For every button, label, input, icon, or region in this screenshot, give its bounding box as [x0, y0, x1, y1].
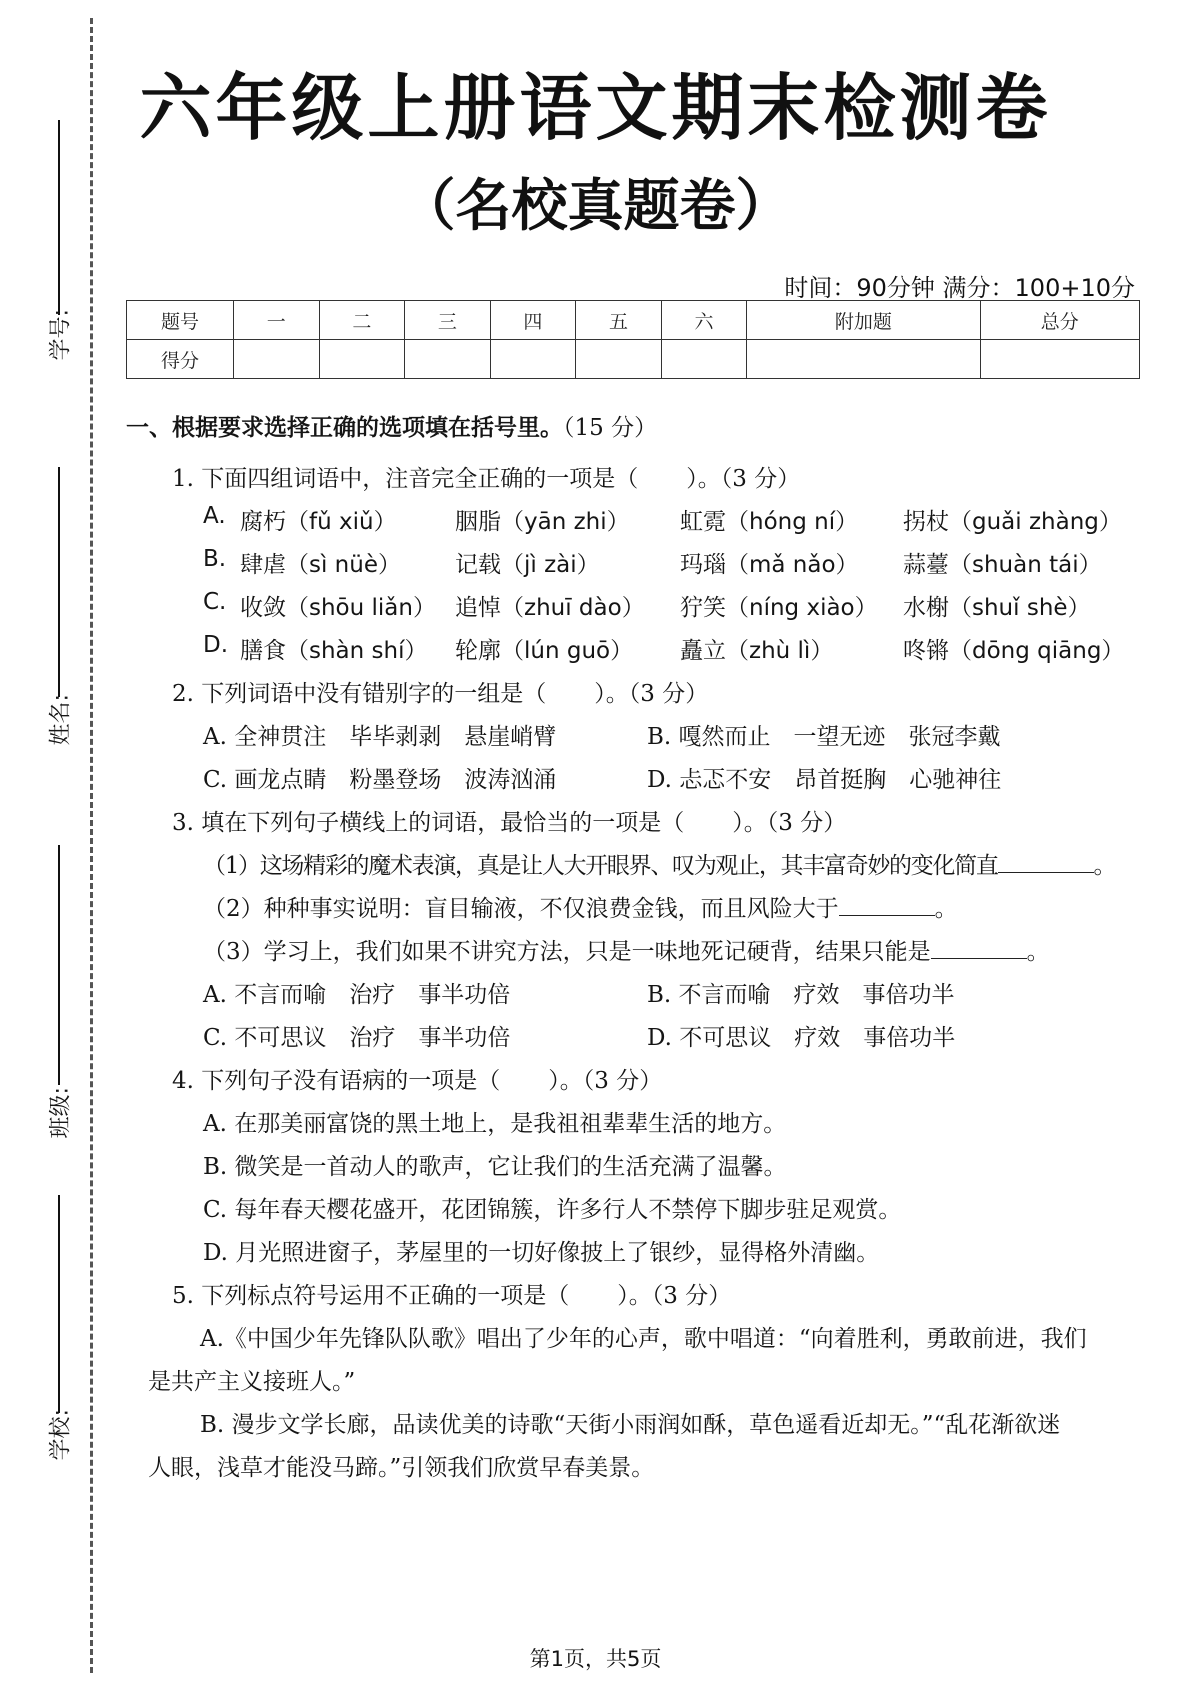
exam-title: 六年级上册语文期末检测卷	[139, 66, 1052, 150]
question-points: ）。（3 分）	[548, 1068, 663, 1094]
score-cell[interactable]	[490, 340, 576, 379]
class-blank[interactable]	[58, 845, 60, 1085]
score-cell[interactable]	[319, 340, 405, 379]
question-points: ）。（3 分）	[686, 466, 801, 492]
sentence-text: （3）学习上，我们如果不讲究方法，只是一味地死记硬背，结果只能是	[203, 939, 931, 965]
option-letter: A.	[203, 503, 226, 529]
option: A. 在那美丽富饶的黑土地上，是我祖祖辈辈生活的地方。	[203, 1111, 787, 1137]
name-blank[interactable]	[58, 467, 60, 697]
option: D. 忐忑不安 昂首挺胸 心驰神往	[647, 767, 1002, 793]
sentence-text: （2）种种事实说明：盲目输液，不仅浪费金钱，而且风险大于	[203, 896, 839, 922]
score-cell[interactable]	[661, 340, 747, 379]
option: C. 画龙点睛 粉墨登场 波涛汹涌	[203, 767, 557, 793]
option-item: 狞笑（níng xiào）	[680, 595, 878, 621]
question-5-stem	[172, 1277, 731, 1310]
option-item: 咚锵（dōng qiāng）	[903, 638, 1125, 664]
option-a-line-1: A.《中国少年先锋队队歌》唱出了少年的心声，歌中唱道：“向着胜利，勇敢前进，我们	[200, 1326, 1087, 1352]
question-text: 2. 下列词语中没有错别字的一组是（	[172, 681, 547, 707]
section-1-heading	[126, 409, 657, 442]
header-cell: 一	[234, 301, 320, 340]
option-item: 拐杖（guǎi zhàng）	[903, 509, 1122, 535]
option-item: 肆虐（sì nüè）	[240, 552, 401, 578]
header-cell: 总分	[980, 301, 1139, 340]
option: B. 微笑是一首动人的歌声，它让我们的生活充满了温馨。	[203, 1154, 787, 1180]
sentence-end: 。	[1093, 853, 1116, 879]
score-cell[interactable]	[234, 340, 320, 379]
fill-blank[interactable]	[839, 893, 935, 916]
score-cell[interactable]	[576, 340, 662, 379]
class-label: 班级:	[48, 1087, 74, 1139]
option-item: 追悼（zhuī dào）	[455, 595, 645, 621]
option-item: 胭脂（yān zhi）	[455, 509, 630, 535]
score-cell[interactable]	[405, 340, 491, 379]
question-1-stem	[172, 460, 800, 493]
option-b-line-1: B. 漫步文学长廊，品读优美的诗歌“天街小雨润如酥，草色遥看近却无。”“乱花渐欲迷	[200, 1412, 1061, 1438]
option-item: 蒜薹（shuàn tái）	[903, 552, 1102, 578]
section-points: （15 分）	[563, 415, 658, 441]
section-heading-text: 一、根据要求选择正确的选项填在括号里。	[126, 415, 563, 441]
header-cell: 六	[661, 301, 747, 340]
option: C. 每年春天樱花盛开，花团锦簇，许多行人不禁停下脚步驻足观赏。	[203, 1197, 902, 1223]
option-b-line-2: 人眼，浅草才能没马蹄。”引领我们欣赏早春美景。	[148, 1455, 655, 1481]
option-letter: D.	[203, 632, 229, 658]
sentence-end: 。	[1026, 939, 1050, 965]
score-row-label: 得分	[127, 340, 234, 379]
option-item: 矗立（zhù lì）	[680, 638, 834, 664]
question-text: 5. 下列标点符号运用不正确的一项是（	[172, 1283, 570, 1309]
question-text: 4. 下列句子没有语病的一项是（	[172, 1068, 501, 1094]
option-item: 记载（jì zài）	[455, 552, 600, 578]
school-label: 学校:	[48, 1409, 74, 1461]
binding-dashed-line	[90, 18, 93, 1673]
option-letter: B.	[203, 546, 227, 572]
option: C. 不可思议 治疗 事半功倍	[203, 1025, 511, 1051]
option-item: 玛瑙（mǎ nǎo）	[680, 552, 859, 578]
question-3-stem	[172, 804, 846, 837]
header-cell: 五	[576, 301, 662, 340]
option: A. 不言而喻 治疗 事半功倍	[203, 982, 511, 1008]
question-points: ）。（3 分）	[617, 1283, 732, 1309]
option: D. 不可思议 疗效 事倍功半	[647, 1025, 956, 1051]
sentence-3	[203, 933, 1050, 966]
fill-blank[interactable]	[998, 850, 1094, 873]
exam-subtitle: （名校真题卷）	[399, 174, 792, 239]
option-item: 收敛（shōu liǎn）	[240, 595, 436, 621]
score-table-score-row	[127, 340, 1140, 379]
header-cell: 四	[490, 301, 576, 340]
fill-blank[interactable]	[931, 936, 1027, 959]
sentence-text: （1）这场精彩的魔术表演，真是让人大开眼界、叹为观止，其丰富奇妙的变化简直	[203, 853, 998, 879]
option-item: 水榭（shuǐ shè）	[903, 595, 1091, 621]
score-cell[interactable]	[747, 340, 980, 379]
school-blank[interactable]	[58, 1195, 60, 1413]
option-item: 虹霓（hóng ní）	[680, 509, 859, 535]
header-cell: 题号	[127, 301, 234, 340]
page-indicator: 第1页，共5页	[529, 1647, 662, 1671]
question-4-stem	[172, 1062, 662, 1095]
option-item: 腐朽（fǔ xiǔ）	[240, 509, 397, 535]
student-id-label: 学号:	[48, 309, 74, 361]
sentence-1	[203, 847, 1115, 880]
question-2-stem	[172, 675, 708, 708]
question-text: 3. 填在下列句子横线上的词语，最恰当的一项是（	[172, 810, 685, 836]
option: D. 月光照进窗子，茅屋里的一切好像披上了银纱，显得格外清幽。	[203, 1240, 880, 1266]
option: A. 全神贯注 毕毕剥剥 悬崖峭臂	[203, 724, 557, 750]
name-label: 姓名:	[48, 694, 74, 746]
option-a-line-2: 是共产主义接班人。”	[148, 1369, 356, 1395]
question-points: ）。（3 分）	[732, 810, 847, 836]
option: B. 不言而喻 疗效 事倍功半	[647, 982, 955, 1008]
option-item: 膳食（shàn shí）	[240, 638, 428, 664]
sentence-end: 。	[934, 896, 958, 922]
question-points: ）。（3 分）	[594, 681, 709, 707]
option-item: 轮廓（lún guō）	[455, 638, 634, 664]
header-cell: 三	[405, 301, 491, 340]
score-cell[interactable]	[980, 340, 1139, 379]
sentence-2	[203, 890, 958, 923]
option: B. 嘎然而止 一望无迹 张冠李戴	[647, 724, 1001, 750]
score-table	[126, 300, 1140, 379]
option-letter: C.	[203, 589, 227, 615]
exam-time-score-info: 时间：90分钟 满分：100+10分	[784, 274, 1135, 302]
header-cell: 二	[319, 301, 405, 340]
header-cell: 附加题	[747, 301, 980, 340]
score-table-header-row	[127, 301, 1140, 340]
question-text: 1. 下面四组词语中，注音完全正确的一项是（	[172, 466, 639, 492]
